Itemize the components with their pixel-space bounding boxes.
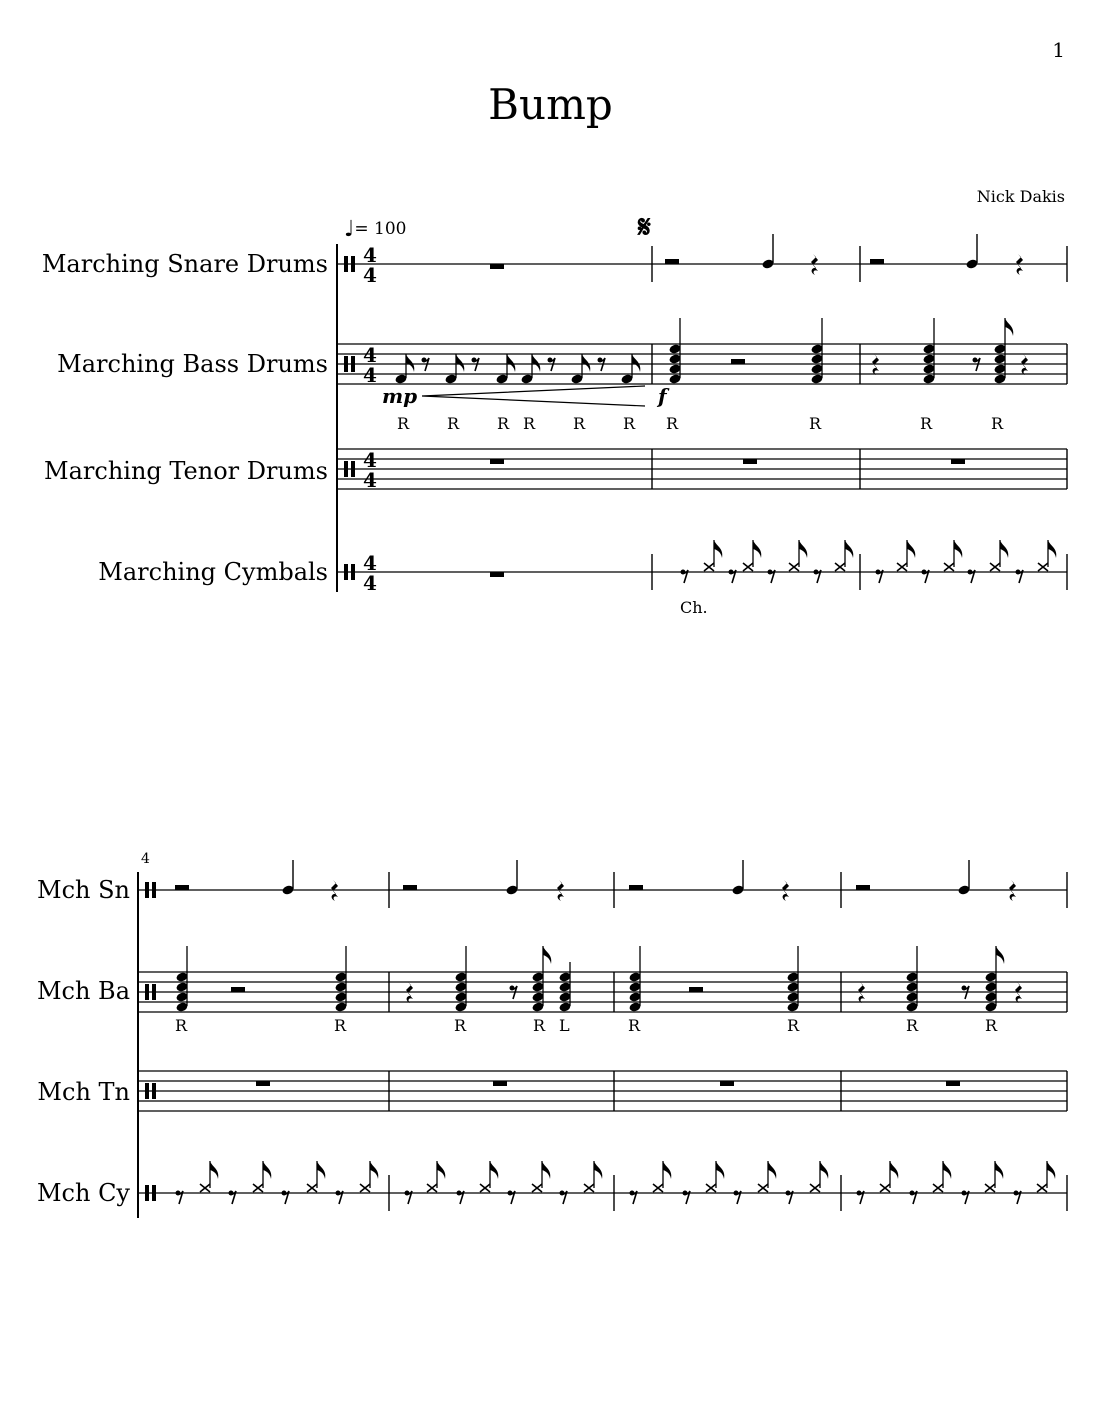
sticking-label: R: [628, 1016, 641, 1035]
instrument-short-bass: Mch Ba: [36, 977, 130, 1005]
svg-text:4: 4: [363, 448, 377, 472]
tempo-text: = 100: [354, 219, 407, 239]
sticking-label: R: [787, 1016, 800, 1035]
sticking-label: R: [497, 414, 510, 433]
segno-sign: 𝄋: [638, 210, 651, 245]
measure-number: 4: [141, 851, 150, 867]
svg-text:4: 4: [363, 363, 377, 387]
sticking-label: R: [454, 1016, 467, 1035]
cymbal-technique: Ch.: [680, 598, 708, 617]
svg-text:4: 4: [363, 468, 377, 492]
instrument-name-cymbals: Marching Cymbals: [98, 558, 328, 586]
dynamic-end: f: [658, 384, 667, 408]
sticking-label: R: [906, 1016, 919, 1035]
sticking-label: R: [334, 1016, 347, 1035]
sticking-label: R: [533, 1016, 546, 1035]
instrument-name-tenor: Marching Tenor Drums: [44, 457, 328, 485]
svg-text:4: 4: [363, 343, 377, 367]
page-number: 1: [1052, 38, 1065, 62]
sticking-label: R: [985, 1016, 998, 1035]
sticking-label: R: [920, 414, 933, 433]
sticking-label: R: [175, 1016, 188, 1035]
instrument-name-snare: Marching Snare Drums: [41, 250, 328, 278]
instrument-short-cymbals: Mch Cy: [36, 1179, 130, 1207]
sticking-label: R: [623, 414, 636, 433]
instrument-short-snare: Mch Sn: [37, 876, 130, 904]
sticking-label: R: [991, 414, 1004, 433]
svg-text:4: 4: [363, 551, 377, 575]
sticking-label: R: [809, 414, 822, 433]
sticking-label: R: [447, 414, 460, 433]
svg-text:4: 4: [363, 243, 377, 267]
sticking-label: R: [523, 414, 536, 433]
sticking-label: L: [559, 1016, 570, 1035]
instrument-short-tenor: Mch Tn: [37, 1078, 130, 1106]
sticking-label: R: [397, 414, 410, 433]
quarter-note-icon: ♩: [344, 217, 355, 242]
svg-text:4: 4: [363, 571, 377, 595]
score-title: Bump: [488, 80, 613, 129]
sticking-label: R: [573, 414, 586, 433]
sticking-label: R: [666, 414, 679, 433]
dynamic-start: mp: [382, 384, 418, 408]
svg-text:4: 4: [363, 263, 377, 287]
composer: Nick Dakis: [976, 187, 1065, 206]
instrument-name-bass: Marching Bass Drums: [57, 350, 328, 378]
